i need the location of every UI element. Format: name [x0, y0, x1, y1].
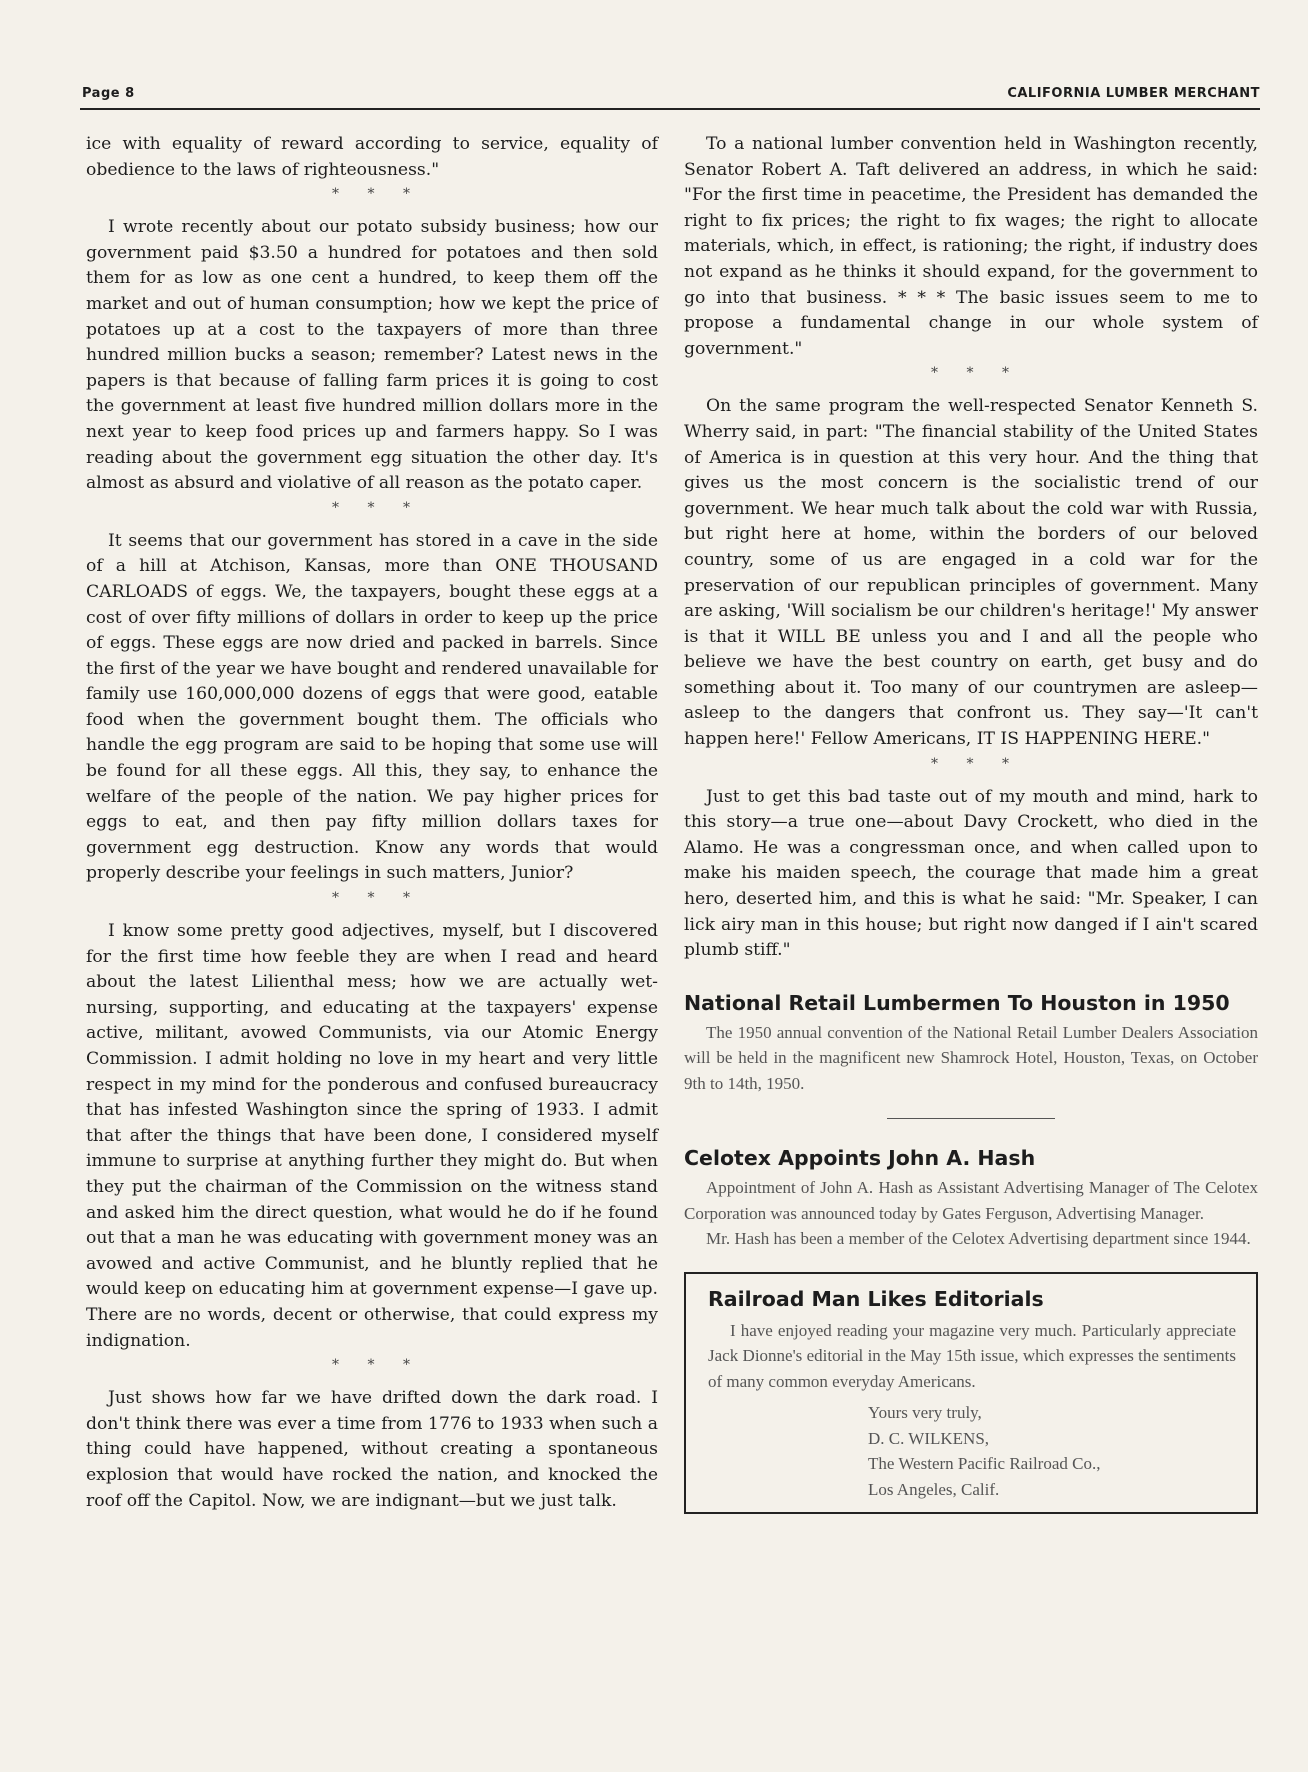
header-rule — [80, 108, 1260, 110]
letter-signature — [708, 1400, 1236, 1502]
page-number: Page 8 — [82, 86, 135, 101]
section-break: * * * — [931, 755, 1021, 772]
section-break: * * * — [332, 890, 422, 907]
letter-company: The Western Pacific Railroad Co., — [868, 1454, 1101, 1474]
letter-location: Los Angeles, Calif. — [868, 1479, 1000, 1499]
section-break: * * * — [332, 1357, 422, 1374]
divider — [887, 1118, 1055, 1119]
letter-closing: Yours very truly, — [868, 1403, 982, 1423]
left-para-3: It seems that our government has stored in a cave in the side of a hill at Atchison, Kansas, more than ONE THOUSAND CARLOADS of eggs. We, the taxpayers, bought these eggs at a cost of over fifty millions of dollars in order to keep up the price of eggs. These eggs are now dried and packed in barrels. Since the first of the year we have bought and rendered unavailable for family use 160,000,000 dozens of eggs that were good, eatable food when the government bought them. The officials who handle the egg program are said to be hoping that some use will be found for all these eggs. All this, they say, to enhance the welfare of the people of the nation. We pay higher prices for eggs to eat, and then pay fifty million dollars taxes for government egg destruction. Know any words that would properly describe your feelings in such matters, Junior? — [86, 530, 658, 884]
news-headline-retail-lumbermen: National Retail Lumbermen To Houston in 1950 — [684, 990, 1230, 1015]
letter-signer: D. C. WILKENS, — [868, 1428, 990, 1448]
section-break: * * * — [332, 186, 422, 203]
news-body-celotex-1: Appointment of John A. Hash as Assistant Advertising Manager of The Celotex Corporation was announced today by Gates Ferguson, Advertising Manager. — [684, 1178, 1258, 1223]
letter-body: I have enjoyed reading your magazine very much. Particularly appreciate Jack Dionne's editorial in the May 15th issue, which expresses the sentiments of many common everyday Americans. — [708, 1320, 1236, 1391]
section-break: * * * — [931, 365, 1021, 382]
news-headline-celotex: Celotex Appoints John A. Hash — [684, 1146, 1036, 1171]
left-para-5: Just shows how far we have drifted down the dark road. I don't think there was ever a time from 1776 to 1933 when such a thing could have happened, without creating a spontaneous explosion that would have rocked the nation, and knocked the roof off the Capitol. Now, we are indignant—but we just talk. — [86, 1388, 658, 1511]
letter-box — [684, 1272, 1258, 1515]
publication-title: CALIFORNIA LUMBER MERCHANT — [1007, 86, 1260, 101]
news-body-celotex-2: Mr. Hash has been a member of the Celotex Advertising department since 1944. — [706, 1229, 1251, 1249]
left-column — [86, 132, 658, 1514]
left-para-2: I wrote recently about our potato subsidy business; how our government paid $3.50 a hundred for potatoes and then sold them for as low as one cent a hundred, to keep them off the market and out of human consumption; how we kept the price of potatoes up at a cost to the taxpayers of more than three hundred million bucks a season; remember? Latest news in the papers is that because of falling farm prices it is going to cost the government at least five hundred million dollars more in the next year to keep food prices up and farmers happy. So I was reading about the government egg situation the other day. It's almost as absurd and violative of all reason as the potato caper. — [86, 217, 658, 494]
section-break: * * * — [332, 499, 422, 516]
right-para-2: On the same program the well-respected Senator Kenneth S. Wherry said, in part: "The financial stability of the United States of America is in question at this very hour. And the thing that gives us the most concern is the socialistic trend of our government. We hear much talk about the cold war with Russia, but right here at home, within the borders of our beloved country, some of us are engaged in a cold war for the preservation of our republican principles of government. Many are asking, 'Will socialism be our children's heritage!' My answer is that it WILL BE unless you and I and all the people who believe we have the best country on earth, get busy and do something about it. Too many of our countrymen are asleep—asleep to the dangers that confront us. They say—'It can't happen here!' Fellow Americans, IT IS HAPPENING HERE." — [684, 396, 1258, 750]
right-para-1: To a national lumber convention held in Washington recently, Senator Robert A. Taft delivered an address, in which he said: "For the first time in peacetime, the President has demanded the right to fix prices; the right to fix wages; the right to allocate materials, which, in effect, is rationing; the right, if industry does not expand as he thinks it should expand, for the government to go into that business. * * * The basic issues seem to me to propose a fundamental change in our whole system of government." — [684, 134, 1258, 359]
right-para-3: Just to get this bad taste out of my mouth and mind, hark to this story—a true one—about Davy Crockett, who died in the Alamo. He was a congressman once, and when called upon to make his maiden speech, the courage that made him a great hero, deserted him, and this is what he said: "Mr. Speaker, I can lick airy man in this house; but right now danged if I ain't scared plumb stiff." — [684, 786, 1258, 961]
left-para-1: ice with equality of reward according to service, equality of obedience to the laws of righteousness." — [86, 134, 658, 180]
letter-headline: Railroad Man Likes Editorials — [708, 1286, 1044, 1311]
news-body-retail-lumbermen: The 1950 annual convention of the National Retail Lumber Dealers Association will be held in the magnificent new Shamrock Hotel, Houston, Texas, on October 9th to 14th, 1950. — [684, 1022, 1258, 1093]
right-column — [684, 132, 1258, 1514]
left-para-4: I know some pretty good adjectives, myself, but I discovered for the first time how feeble they are when I read and heard about the latest Lilienthal mess; how we are actually wet-nursing, supporting, and educating at the taxpayers' expense active, militant, avowed Communists, via our Atomic Energy Commission. I admit holding no love in my heart and very little respect in my mind for the ponderous and confused bureaucracy that has infested Washington since the spring of 1933. I admit that after the things that have been done, I considered myself immune to surprise at anything further they might do. But when they put the chairman of the Commission on the witness stand and asked him the direct question, what would he do if he found out that a man he was educating with government money was an avowed and active Communist, and he bluntly replied that he would keep on educating him at government expense—I gave up. There are no words, decent or otherwise, that could express my indignation. — [86, 921, 658, 1351]
